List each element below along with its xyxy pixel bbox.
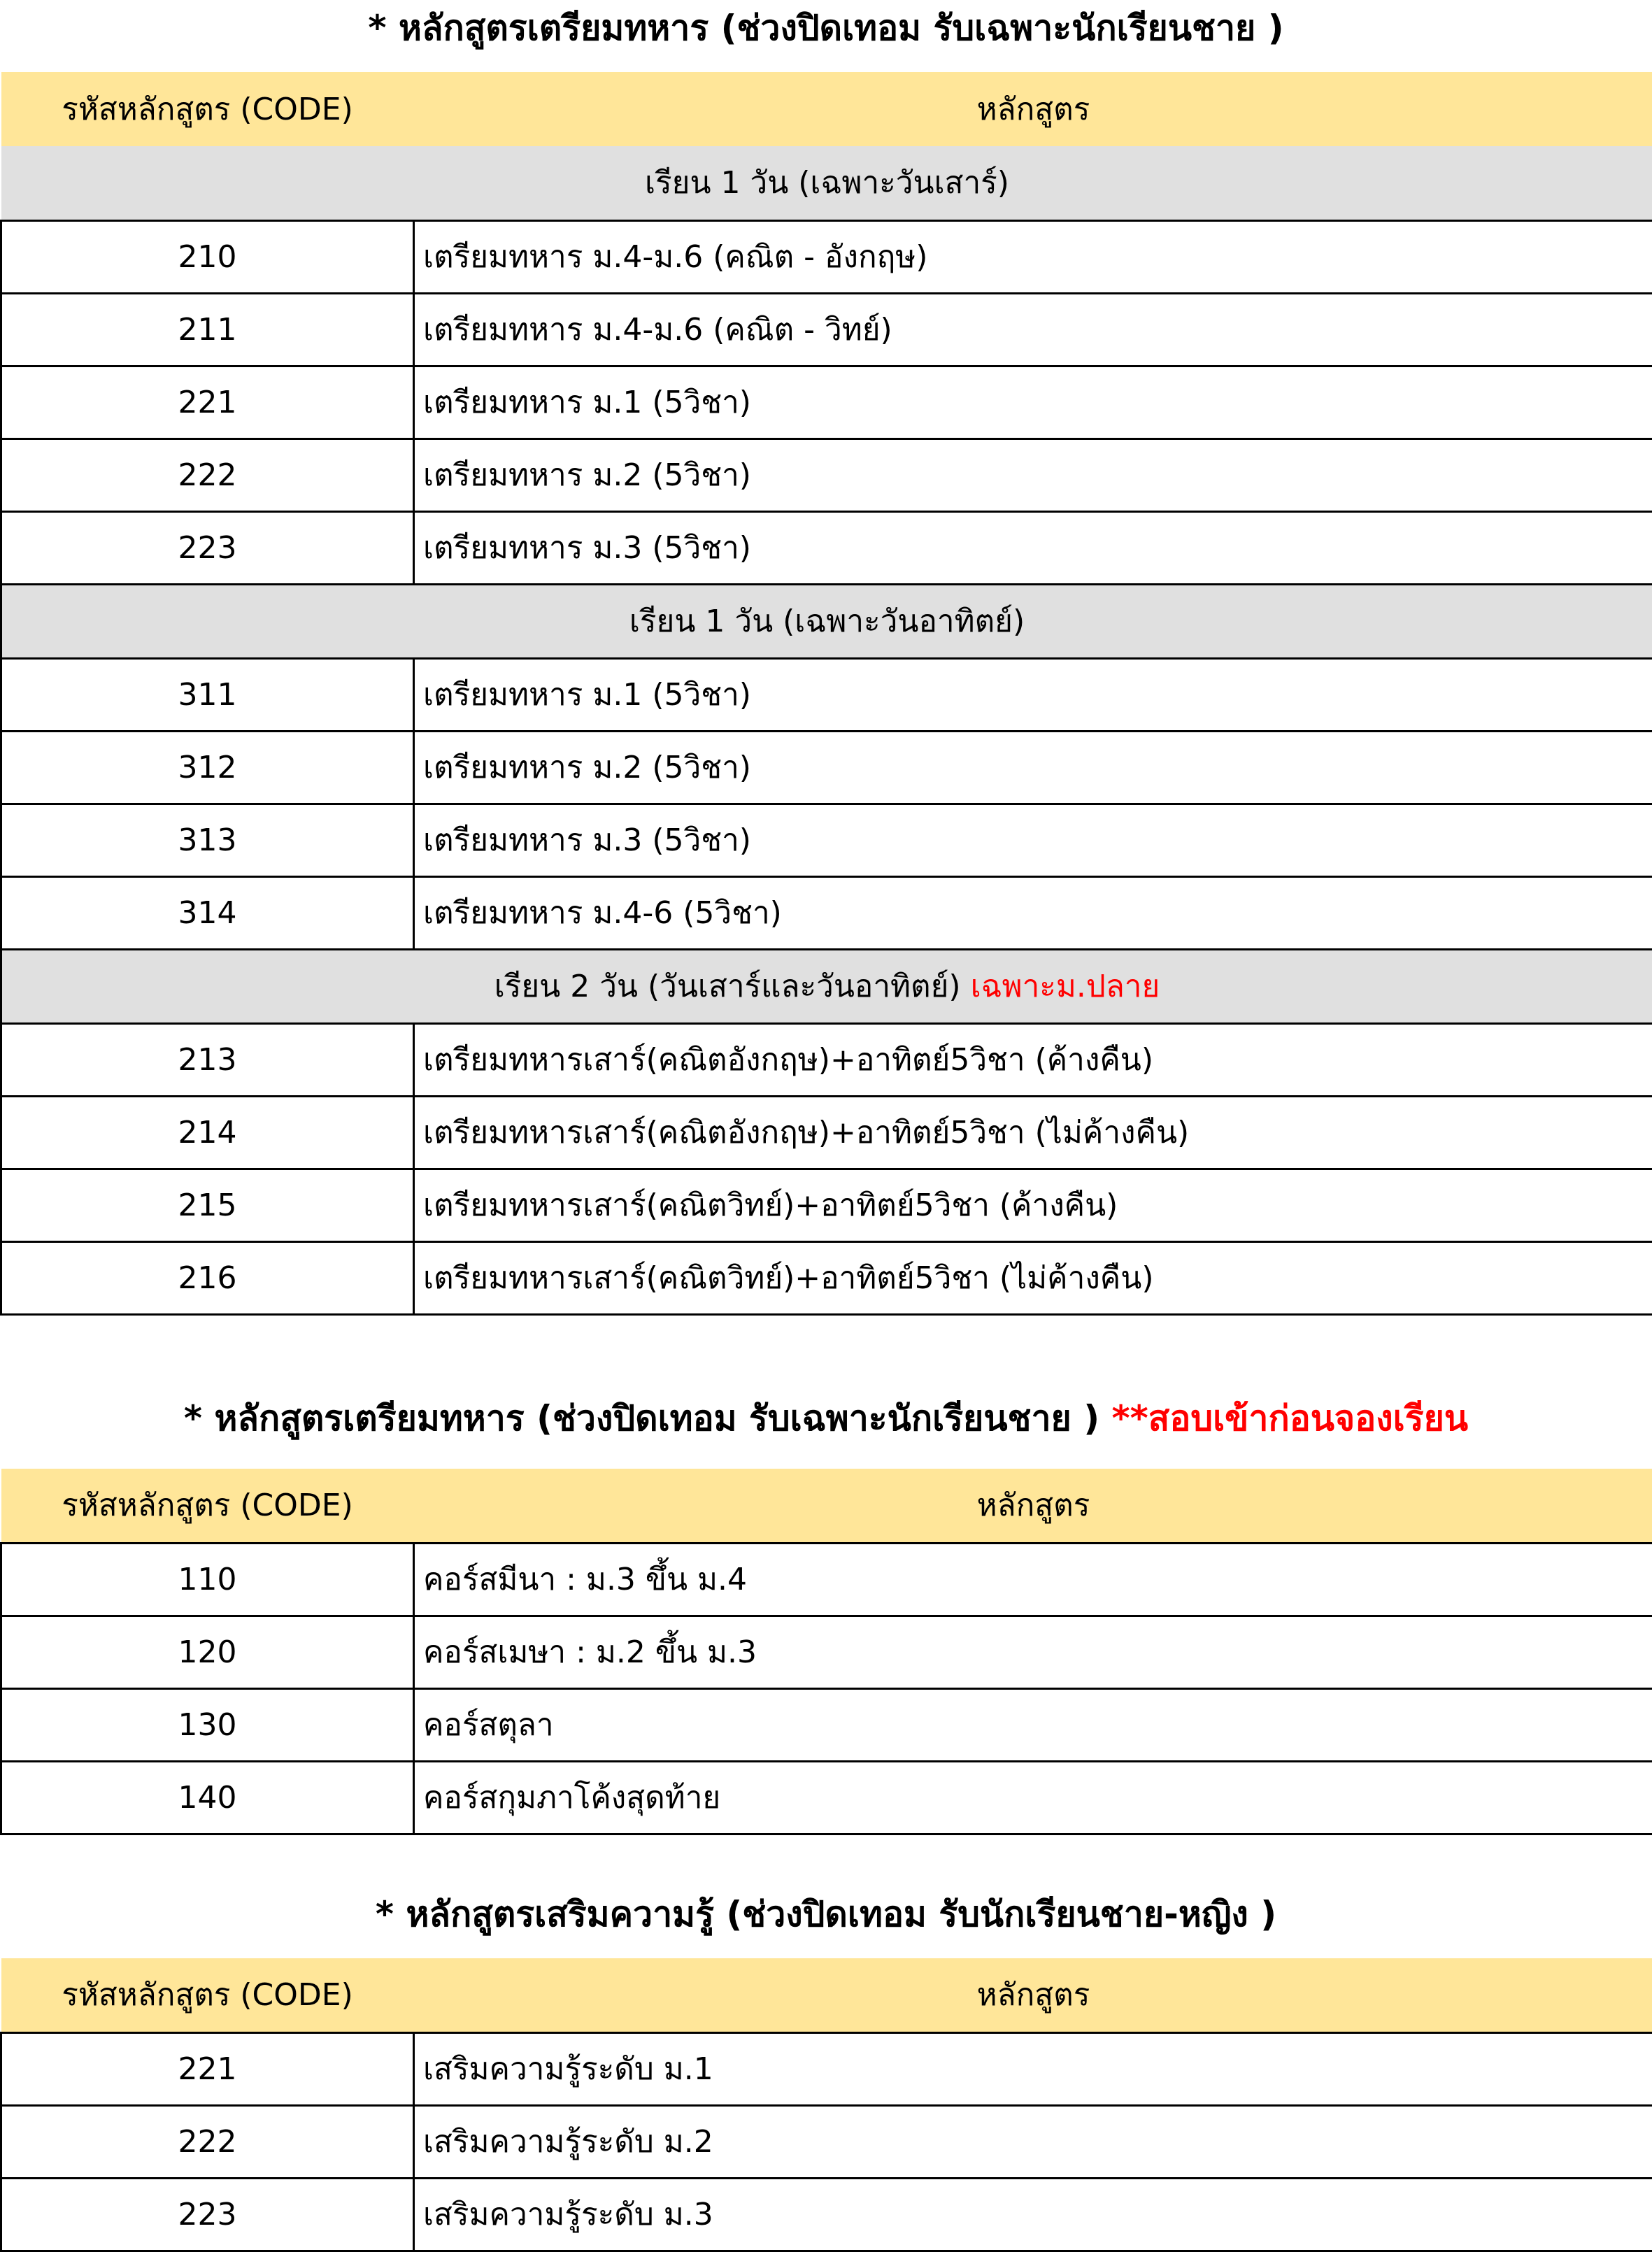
- section3-title: * หลักสูตรเสริมความรู้ (ช่วงปิดเทอม รับนักเรียนชาย-หญิง ): [375, 1894, 1277, 1934]
- row-name: คอร์สมีนา : ม.3 ขึ้น ม.4: [414, 1543, 1652, 1616]
- table-row: [1, 1543, 1652, 1616]
- row-code: 215: [1, 1169, 414, 1241]
- row-code: 222: [1, 2105, 414, 2178]
- row-name: เตรียมทหารเสาร์(คณิตอังกฤษ)+อาทิตย์5วิชา (ค้างคืน): [414, 1023, 1652, 1096]
- row-name: เตรียมทหาร ม.2 (5วิชา): [414, 439, 1652, 511]
- section2-title-text: * หลักสูตรเตรียมทหาร (ช่วงปิดเทอม รับเฉพาะนักเรียนชาย ): [183, 1398, 1112, 1439]
- row-name: เตรียมทหาร ม.4-ม.6 (คณิต - อังกฤษ): [414, 220, 1652, 293]
- group-label: เรียน 1 วัน (เฉพาะวันเสาร์): [1, 146, 1652, 220]
- table-row: [1, 2105, 1652, 2178]
- row-name: เตรียมทหาร ม.4-6 (5วิชา): [414, 876, 1652, 949]
- section2-title-note: **สอบเข้าก่อนจองเรียน: [1111, 1398, 1469, 1439]
- row-code: 223: [1, 2178, 414, 2251]
- header-name: หลักสูตร: [414, 1958, 1652, 2032]
- section1-table: [0, 72, 1652, 1316]
- table-row: [1, 1761, 1652, 1834]
- table-row: [1, 1169, 1652, 1241]
- row-name: เตรียมทหาร ม.2 (5วิชา): [414, 731, 1652, 804]
- row-code: 313: [1, 804, 414, 876]
- table-row: [1, 1688, 1652, 1761]
- table-header: [1, 1958, 1652, 2032]
- section2-title: [0, 1390, 1652, 1446]
- row-code: 223: [1, 511, 414, 584]
- row-name: เตรียมทหาร ม.3 (5วิชา): [414, 804, 1652, 876]
- row-code: 312: [1, 731, 414, 804]
- row-code: 311: [1, 658, 414, 731]
- header-code: รหัสหลักสูตร (CODE): [1, 1958, 414, 2032]
- table-row: [1, 439, 1652, 511]
- table-row: [1, 366, 1652, 439]
- header-code: รหัสหลักสูตร (CODE): [1, 1469, 414, 1543]
- table-row: [1, 1241, 1652, 1314]
- row-code: 120: [1, 1616, 414, 1688]
- row-code: 130: [1, 1688, 414, 1761]
- row-name: เตรียมทหารเสาร์(คณิตวิทย์)+อาทิตย์5วิชา (ไม่ค้างคืน): [414, 1241, 1652, 1314]
- table-row: [1, 220, 1652, 293]
- row-name: เตรียมทหาร ม.3 (5วิชา): [414, 511, 1652, 584]
- table-row: [1, 293, 1652, 366]
- row-code: 140: [1, 1761, 414, 1834]
- table-row: [1, 658, 1652, 731]
- group-label-text: เรียน 2 วัน (วันเสาร์และวันอาทิตย์): [494, 969, 961, 1004]
- group-label-note: เฉพาะม.ปลาย: [970, 969, 1160, 1004]
- section2-table: [0, 1469, 1652, 1835]
- table-row: [1, 876, 1652, 949]
- header-code: รหัสหลักสูตร (CODE): [1, 72, 414, 146]
- table-row: [1, 804, 1652, 876]
- group-row: [1, 584, 1652, 658]
- table-row: [1, 1616, 1652, 1688]
- row-name: เตรียมทหาร ม.4-ม.6 (คณิต - วิทย์): [414, 293, 1652, 366]
- row-name: คอร์สเมษา : ม.2 ขึ้น ม.3: [414, 1616, 1652, 1688]
- row-code: 214: [1, 1096, 414, 1169]
- row-name: เตรียมทหาร ม.1 (5วิชา): [414, 366, 1652, 439]
- header-name: หลักสูตร: [414, 1469, 1652, 1543]
- row-code: 314: [1, 876, 414, 949]
- row-name: คอร์สกุมภาโค้งสุดท้าย: [414, 1761, 1652, 1834]
- table-row: [1, 1023, 1652, 1096]
- row-name: เสริมความรู้ระดับ ม.2: [414, 2105, 1652, 2178]
- row-name: เตรียมทหารเสาร์(คณิตวิทย์)+อาทิตย์5วิชา (ค้างคืน): [414, 1169, 1652, 1241]
- group-label: เรียน 1 วัน (เฉพาะวันอาทิตย์): [1, 584, 1652, 658]
- row-name: คอร์สตุลา: [414, 1688, 1652, 1761]
- table-row: [1, 2032, 1652, 2105]
- table-row: [1, 1096, 1652, 1169]
- row-code: 213: [1, 1023, 414, 1096]
- row-code: 216: [1, 1241, 414, 1314]
- table-row: [1, 511, 1652, 584]
- table-header: [1, 72, 1652, 146]
- table-header: [1, 1469, 1652, 1543]
- table-row: [1, 731, 1652, 804]
- row-name: เตรียมทหารเสาร์(คณิตอังกฤษ)+อาทิตย์5วิชา (ไม่ค้างคืน): [414, 1096, 1652, 1169]
- group-row: [1, 146, 1652, 220]
- row-code: 110: [1, 1543, 414, 1616]
- section3-table: [0, 1958, 1652, 2252]
- header-name: หลักสูตร: [414, 72, 1652, 146]
- row-name: เสริมความรู้ระดับ ม.3: [414, 2178, 1652, 2251]
- row-name: เตรียมทหาร ม.1 (5วิชา): [414, 658, 1652, 731]
- group-row: [1, 949, 1652, 1023]
- section1-title: * หลักสูตรเตรียมทหาร (ช่วงปิดเทอม รับเฉพาะนักเรียนชาย ): [368, 8, 1284, 48]
- row-code: 211: [1, 293, 414, 366]
- table-row: [1, 2178, 1652, 2251]
- row-code: 210: [1, 220, 414, 293]
- row-name: เสริมความรู้ระดับ ม.1: [414, 2032, 1652, 2105]
- group-label: [1, 949, 1652, 1023]
- row-code: 222: [1, 439, 414, 511]
- row-code: 221: [1, 366, 414, 439]
- row-code: 221: [1, 2032, 414, 2105]
